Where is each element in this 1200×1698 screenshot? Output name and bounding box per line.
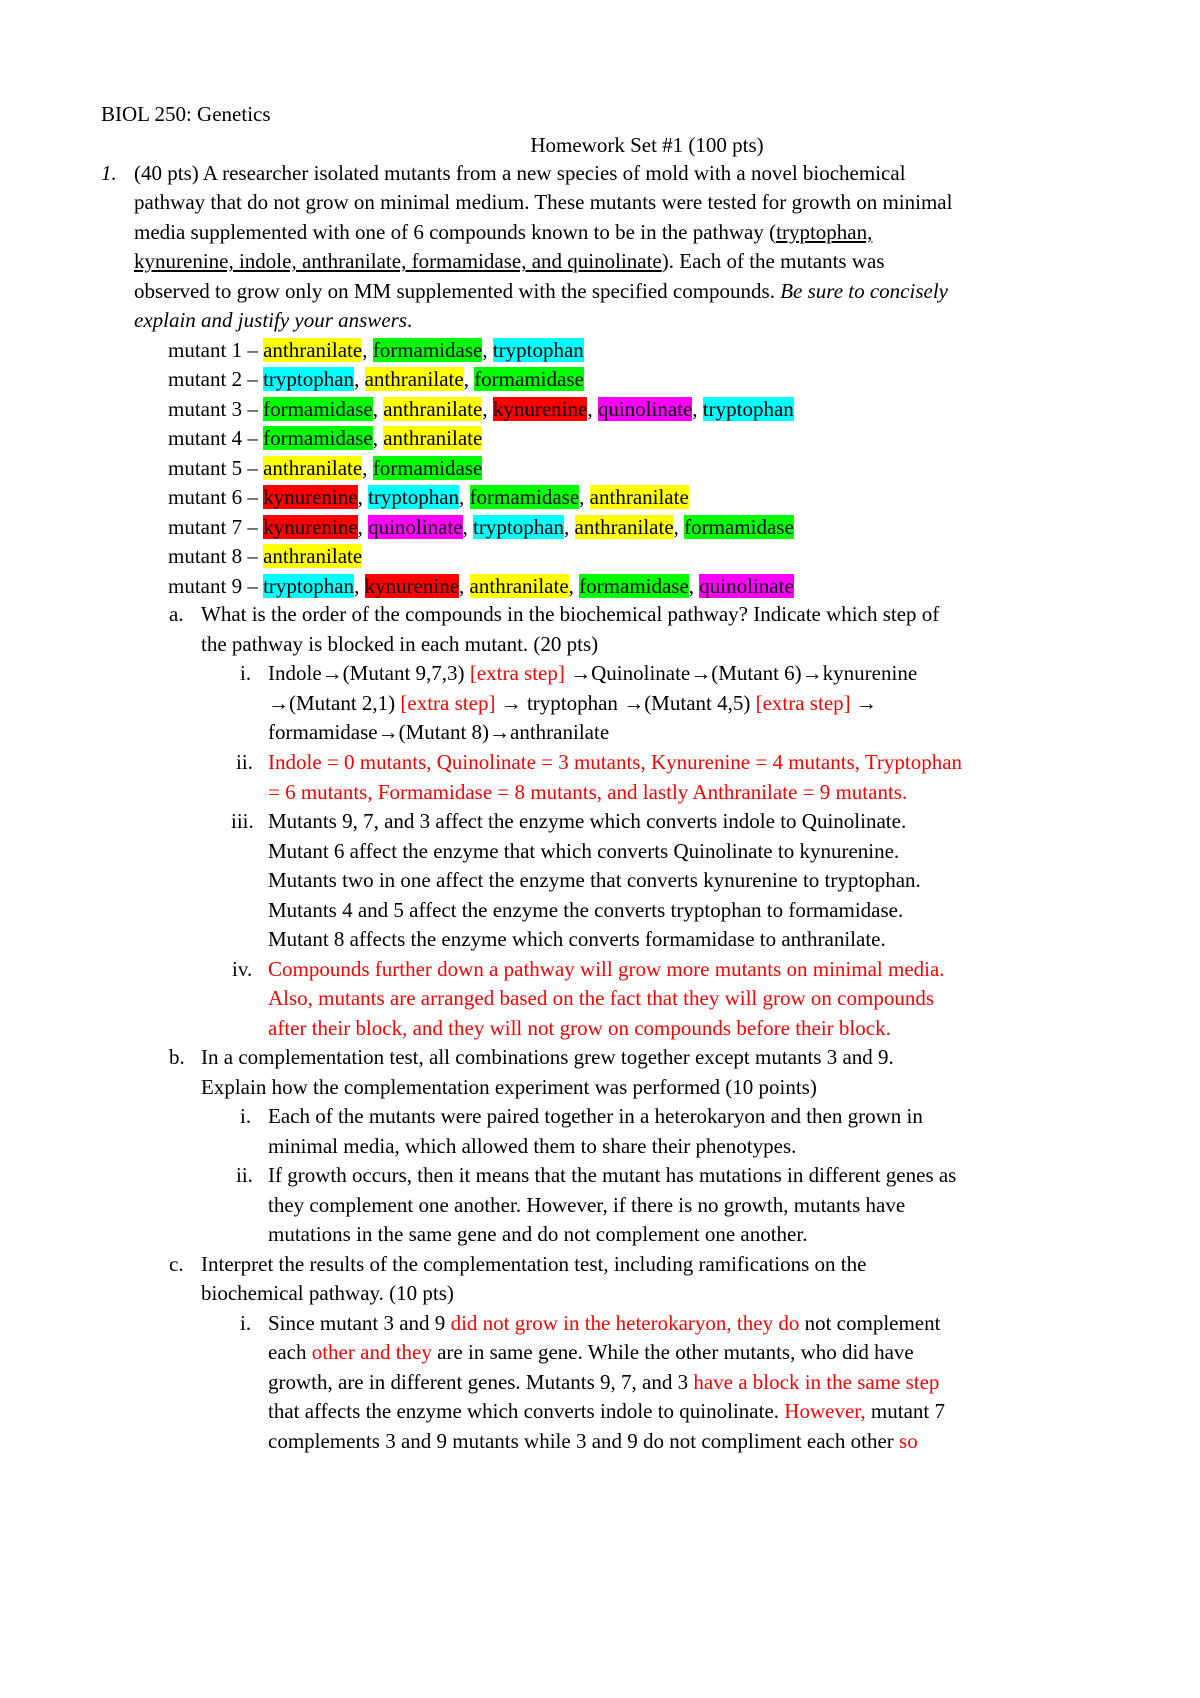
pathway-text: (Mutant 8) [398,720,490,744]
instruction-italic: explain and justify your answers [134,308,407,332]
part-a-question-line: the pathway is blocked in each mutant. (20 pts) [201,632,599,656]
mutant-row [168,517,794,538]
compound-highlight: quinolinate [699,574,794,598]
part-c-question-line: Interpret the results of the complementation test, including ramifications on the [201,1252,867,1276]
compound-highlight: anthranilate [574,515,674,539]
pathway-answer-line [268,722,609,743]
answer-text: are in same gene. While the other mutants, who did have [431,1340,914,1364]
pathway-text: (Mutant 6) [711,661,802,685]
mutant-label: mutant 7 – [168,515,264,539]
part-c-question-line: biochemical pathway. (10 pts) [201,1281,454,1305]
answer-line: Mutant 6 affect the enzyme that which converts Quinolinate to kynurenine. [268,839,900,863]
answer-text-red: have a block in the same step [693,1370,940,1394]
answer-line [268,1313,940,1334]
answer-text: growth, are in different genes. Mutants 9, 7, and 3 [268,1370,694,1394]
arrow-icon: → [500,691,522,715]
arrow-icon: → [690,661,712,685]
answer-line-red: Indole = 0 mutants, Quinolinate = 3 mutants, Kynurenine = 4 mutants, Tryptophan [268,750,963,774]
question-stem-line: (40 pts) A researcher isolated mutants from a new species of mold with a novel biochemical [134,161,906,185]
compound-highlight: quinolinate [597,397,693,421]
compound-highlight: formamidase [474,367,584,391]
part-b-question-line: In a complementation test, all combinations grew together except mutants 3 and 9. [201,1045,894,1069]
answer-line: Mutants 9, 7, and 3 affect the enzyme which converts indole to Quinolinate. [268,809,907,833]
separator: , [462,515,474,539]
mutant-label: mutant 2 – [168,367,264,391]
pathway-answer-line [268,663,917,684]
mutant-row [168,546,362,567]
answer-text-red: However, [784,1399,866,1423]
extra-step-note: [extra step] [469,661,565,685]
compound-highlight: anthranilate [263,338,363,362]
mutant-label: mutant 9 – [168,574,264,598]
answer-line: If growth occurs, then it means that the mutant has mutations in different genes as [268,1163,957,1187]
separator: , [568,574,580,598]
stem-text: media supplemented with one of 6 compounds known to be in the pathway ( [134,220,777,244]
compound-list-underlined: kynurenine, indole, anthranilate, formamidase, and quinolinate [134,249,662,273]
mutant-row [168,369,584,390]
separator: , [372,426,384,450]
arrow-icon: → [855,691,877,715]
answer-text: each [268,1340,312,1364]
separator: , [372,397,384,421]
mutant-label: mutant 3 – [168,397,264,421]
compound-highlight: anthranilate [589,485,689,509]
separator: , [482,397,493,421]
arrow-icon: → [801,661,823,685]
compound-highlight: anthranilate [469,574,569,598]
answer-line: Each of the mutants were paired together in a heterokaryon and then grown in [268,1104,923,1128]
mutant-row [168,428,482,449]
answer-line: Mutant 8 affects the enzyme which converts formamidase to anthranilate. [268,927,886,951]
answer-line [268,1372,939,1393]
part-b-question-line: Explain how the complementation experiment was performed (10 points) [201,1075,817,1099]
answer-text: not complement [799,1311,941,1335]
separator: , [692,397,703,421]
question-stem-line: pathway that do not grow on minimal medium. These mutants were tested for growth on minimal [134,190,953,214]
pathway-text: kynurenine [822,661,918,685]
question-stem-line [134,310,412,331]
answer-text: complements 3 and 9 mutants while 3 and 9 do not compliment each other [268,1429,900,1453]
compound-highlight: tryptophan [368,485,460,509]
pathway-text: (Mutant 4,5) [644,691,756,715]
pathway-text: formamidase [268,720,378,744]
compound-highlight: tryptophan [492,338,584,362]
pathway-answer-line [268,693,877,714]
separator: , [688,574,700,598]
answer-text-red: so [899,1429,918,1453]
compound-highlight: anthranilate [263,456,363,480]
extra-step-note: [extra step] [400,691,496,715]
question-stem-line [134,281,948,302]
answer-text: Since mutant 3 and 9 [268,1311,451,1335]
mutant-label: mutant 1 – [168,338,264,362]
arrow-icon: → [321,661,343,685]
answer-line-red: after their block, and they will not grow on compounds before their block. [268,1016,891,1040]
compound-highlight: tryptophan [263,367,355,391]
part-a-question-line: What is the order of the compounds in the biochemical pathway? Indicate which step of [201,602,940,626]
arrow-icon: → [489,720,511,744]
compound-highlight: quinolinate [368,515,463,539]
question-stem-line [134,251,885,272]
compound-highlight: formamidase [263,397,373,421]
compound-highlight: kynurenine [263,515,358,539]
compound-highlight: formamidase [469,485,580,509]
compound-highlight: tryptophan [263,574,355,598]
separator: , [587,397,598,421]
arrow-icon: → [570,661,592,685]
compound-highlight: formamidase [372,338,483,362]
compound-highlight: kynurenine [364,574,460,598]
answer-line [268,1431,918,1452]
arrow-icon: → [268,691,289,715]
course-title: BIOL 250: Genetics [101,102,271,126]
pathway-text: Indole [268,661,322,685]
compound-highlight: anthranilate [364,367,464,391]
compound-highlight: anthranilate [383,397,483,421]
separator: , [459,485,470,509]
question-number: 1. [101,161,117,185]
question-stem-line [134,222,872,243]
answer-line [268,1342,914,1363]
compound-highlight: tryptophan [473,515,565,539]
separator: , [463,367,475,391]
compound-highlight: kynurenine [492,397,588,421]
answer-text-red: did not grow in the heterokaryon, they do [450,1311,800,1335]
arrow-icon: → [623,691,645,715]
answer-line-red: Also, mutants are arranged based on the fact that they will grow on compounds [268,986,934,1010]
compound-list-underlined: tryptophan, [776,220,873,244]
mutant-row [168,458,482,479]
answer-line: mutations in the same gene and do not complement one another. [268,1222,808,1246]
stem-text: . [406,308,413,332]
mutant-label: mutant 4 – [168,426,264,450]
mutant-row [168,487,689,508]
answer-marker: i. [240,661,252,685]
answer-text: mutant 7 [865,1399,945,1423]
homework-title: Homework Set #1 (100 pts) [530,133,764,157]
mutant-row [168,399,794,420]
separator: , [362,456,373,480]
pathway-text: Quinolinate [591,661,691,685]
separator: , [357,515,369,539]
compound-highlight: kynurenine [263,485,358,509]
part-b-marker: b. [169,1045,185,1069]
answer-marker: iii. [231,809,254,833]
answer-text: that affects the enzyme which converts indole to quinolinate. [268,1399,785,1423]
compound-highlight: anthranilate [263,544,363,568]
mutant-label: mutant 5 – [168,456,264,480]
compound-highlight: formamidase [684,515,794,539]
answer-line: they complement one another. However, if there is no growth, mutants have [268,1193,906,1217]
mutant-label: mutant 6 – [168,485,264,509]
answer-line [268,1401,945,1422]
arrow-icon: → [377,720,399,744]
stem-text: ). Each of the mutants was [661,249,885,273]
part-a-marker: a. [169,602,184,626]
separator: , [673,515,685,539]
compound-highlight: anthranilate [383,426,483,450]
separator: , [362,338,373,362]
answer-line-red: Compounds further down a pathway will grow more mutants on minimal media. [268,957,945,981]
answer-marker: i. [240,1104,252,1128]
separator: , [354,574,365,598]
separator: , [564,515,575,539]
separator: , [357,485,369,509]
extra-step-note: [extra step] [755,691,851,715]
answer-line-red: = 6 mutants, Formamidase = 8 mutants, and lastly Anthranilate = 9 mutants. [268,780,908,804]
answer-marker: i. [240,1311,252,1335]
instruction-italic: Be sure to concisely [780,279,948,303]
answer-text-red: other and they [311,1340,432,1364]
pathway-text: anthranilate [510,720,610,744]
compound-highlight: tryptophan [702,397,794,421]
mutant-label: mutant 8 – [168,544,264,568]
mutant-row [168,576,794,597]
compound-highlight: formamidase [372,456,483,480]
part-c-marker: c. [169,1252,184,1276]
separator: , [459,574,470,598]
compound-highlight: formamidase [263,426,373,450]
mutant-row [168,340,584,361]
pathway-text: tryptophan [521,691,624,715]
answer-marker: ii. [236,750,253,774]
compound-highlight: formamidase [579,574,689,598]
separator: , [354,367,365,391]
pathway-text: (Mutant 2,1) [289,691,401,715]
answer-line: minimal media, which allowed them to share their phenotypes. [268,1134,797,1158]
answer-marker: ii. [236,1163,253,1187]
answer-marker: iv. [232,957,253,981]
answer-line: Mutants 4 and 5 affect the enzyme the converts tryptophan to formamidase. [268,898,904,922]
answer-line: Mutants two in one affect the enzyme that converts kynurenine to tryptophan. [268,868,921,892]
pathway-text: (Mutant 9,7,3) [342,661,470,685]
separator: , [579,485,590,509]
separator: , [482,338,493,362]
stem-text: observed to grow only on MM supplemented with the specified compounds. [134,279,781,303]
